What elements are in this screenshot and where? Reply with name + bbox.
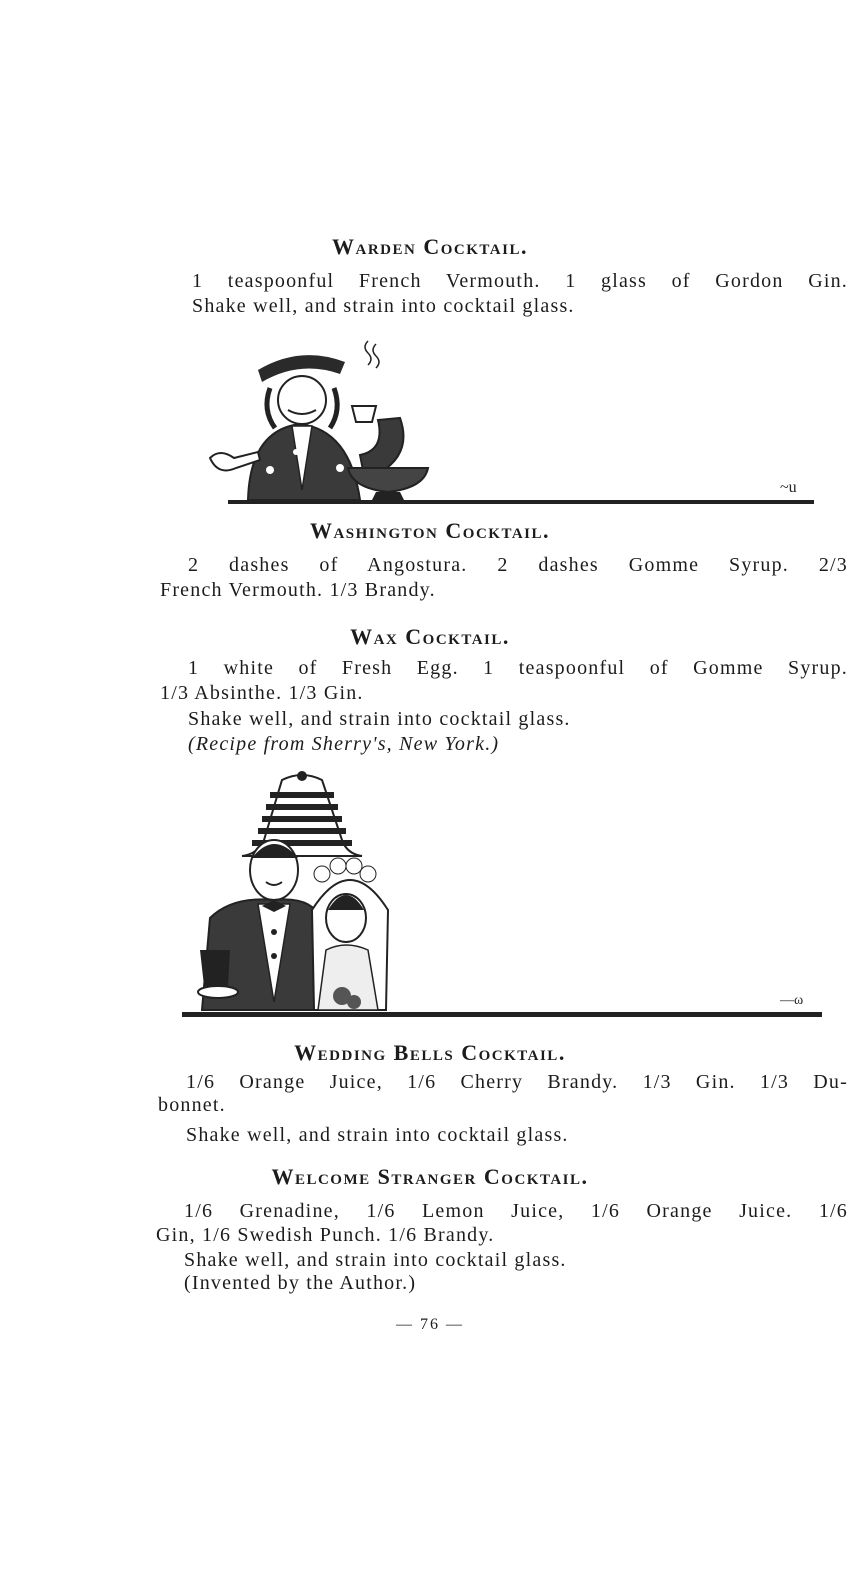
recipe-note: (Invented by the Author.) [184, 1272, 417, 1294]
recipe-line: bonnet. [158, 1094, 226, 1116]
recipe-line: Shake well, and strain into cocktail glass. [188, 708, 571, 730]
recipe-title-wax: Wax Cocktail. [350, 624, 510, 649]
recipe-title-wedding-bells: Wedding Bells Cocktail. [294, 1040, 566, 1065]
recipe-source: (Recipe from Sherry's, New York.) [188, 733, 500, 755]
recipe-line: 1/6 Grenadine, 1/6 Lemon Juice, 1/6 Orange Juice. 1/6 [184, 1200, 848, 1222]
recipe-line: Shake well, and strain into cocktail glass. [192, 295, 575, 317]
illustrator-signature: —ω [780, 993, 804, 1008]
recipe-line: Shake well, and strain into cocktail glass. [184, 1249, 567, 1271]
recipe-title-washington: Washington Cocktail. [309, 518, 551, 543]
recipe-line: 1/6 Orange Juice, 1/6 Cherry Brandy. 1/3 Gin. 1/3 Du- [186, 1071, 848, 1093]
recipe-line: 1 teaspoonful French Vermouth. 1 glass of Gordon Gin. [192, 270, 848, 292]
recipe-line: 2 dashes of Angostura. 2 dashes Gomme Syrup. 2/3 [188, 554, 848, 576]
warden-illustration [200, 340, 820, 515]
recipe-line: Shake well, and strain into cocktail glass. [186, 1124, 569, 1146]
wedding-illustration [182, 770, 822, 1022]
page-number: — 76 — [396, 1316, 464, 1333]
recipe-line: French Vermouth. 1/3 Brandy. [160, 579, 436, 601]
illustrator-signature: ~u [780, 479, 797, 496]
recipe-title-welcome-stranger: Welcome Stranger Cocktail. [271, 1164, 589, 1189]
recipe-title-warden: Warden Cocktail. [332, 234, 528, 259]
recipe-line: 1 white of Fresh Egg. 1 teaspoonful of Gomme Syrup. [188, 657, 848, 679]
recipe-line: Gin, 1/6 Swedish Punch. 1/6 Brandy. [156, 1224, 495, 1246]
recipe-line: 1/3 Absinthe. 1/3 Gin. [160, 682, 364, 704]
